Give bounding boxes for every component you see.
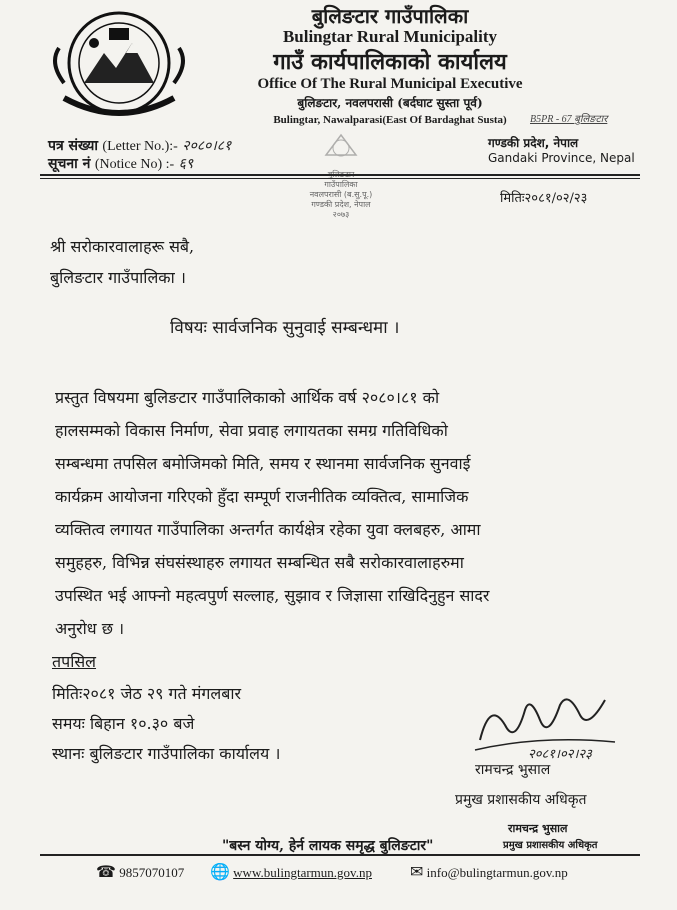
addressee-line-2: बुलिङटार गाउँपालिका । [50,268,186,287]
province-np: गण्डकी प्रदेश, नेपाल [488,136,579,150]
phone-icon: ☎ [96,862,116,881]
header-divider-thin [40,178,640,179]
office-code: B5PR - 67 बुलिङटार [530,114,608,125]
letter-date: मितिः२०८१/०२/२३ [500,191,588,206]
address-en: Bulingtar, Nawalparasi(East Of Bardaghat Susta) [273,114,507,126]
globe-icon: 🌐 [210,862,230,881]
footer-website[interactable] [210,862,372,881]
office-seal-text: गाउँपालिका नवलपरासी (ब.सु.पू.) गण्डकी प्रदेश, नेपाल २०७३ [309,180,373,219]
details-heading: तपसिल [52,652,97,671]
footer-stamp-title: प्रमुख प्रशासकीय अधिकृत [503,840,598,851]
svg-text:२०८१।०२।२३: २०८१।०२।२३ [528,747,592,760]
website-link[interactable]: www.bulingtarmun.gov.np [233,865,372,880]
signatory-title: प्रमुख प्रशासकीय अधिकृत [455,792,587,808]
event-date: मितिः२०८१ जेठ २९ गते मंगलबार [52,684,242,703]
footer-phone [96,862,184,881]
slogan: "बस्न योग्य, हेर्न लायक समृद्ध बुलिङटार" [222,838,434,854]
phone-number: 9857070107 [119,865,185,880]
municipality-logo [44,8,194,118]
body-line-2: हालसम्मको विकास निर्माण, सेवा प्रवाह लगायतका समग्र गतिविधिको [55,421,448,440]
signatory-name: रामचन्द्र भुसाल [475,762,551,778]
notice-label-en: (Notice No) :- [94,157,175,172]
email-link[interactable]: info@bulingtarmun.gov.np [426,865,568,880]
subject-line: विषयः सार्वजनिक सुनुवाई सम्बन्धमा । [170,318,400,338]
footer-stamp-name: रामचन्द्र भुसाल [508,822,568,835]
footer-email[interactable] [410,862,568,881]
body-line-7: उपस्थित भई आफ्नो महत्वपुर्ण सल्लाह, सुझाव र जिज्ञासा राखिदिनुहुन सादर [55,586,490,605]
letter-label-en: (Letter No.):- [102,139,178,154]
event-time: समयः बिहान १०.३० बजे [52,714,195,733]
body-line-3: सम्बन्धमा तपसिल बमोजिमको मिति, समय र स्थानमा सार्वजनिक सुनवाई [55,454,471,473]
addressee-line-1: श्री सरोकारवालाहरू सबै, [50,237,195,256]
municipality-name-en: Bulingtar Rural Municipality [282,27,498,46]
signature [470,680,620,760]
office-name-np: गाउँ कार्यपालिकाको कार्यालय [273,49,507,75]
body-line-1: प्रस्तुत विषयमा बुलिङटार गाउँपालिकाको आर्थिक वर्ष २०८०।८१ को [55,388,440,407]
letter-value: २०८०।८१ [182,138,232,154]
office-name-en: Office Of The Rural Municipal Executive [257,76,523,92]
address-np: बुलिङटार, नवलपरासी (बर्दघाट सुस्ता पूर्व) [297,96,483,110]
email-icon: ✉ [410,862,424,881]
province-en: Gandaki Province, Nepal [488,151,635,165]
letter-label-np: पत्र संख्या [48,138,98,154]
event-place: स्थानः बुलिङटार गाउँपालिका कार्यालय । [52,744,281,763]
notice-value: ६९ [178,156,194,172]
body-line-6: समुहहरु, विभिन्न संघसंस्थाहरु लगायत सम्बन्धित सबै सरोकारवालाहरुमा [55,553,464,572]
header-divider [40,174,640,176]
footer-divider [40,854,640,856]
letter-number [48,136,231,155]
notice-label-np: सूचना नं [48,156,91,172]
notice-number [48,154,193,173]
body-line-4: कार्यक्रम आयोजना गरिएको हुँदा सम्पूर्ण राजनीतिक व्यक्तित्व, सामाजिक [55,487,469,506]
body-line-5: व्यक्तित्व लगायत गाउँपालिका अन्तर्गत कार्यक्षेत्र रहेका युवा क्लबहरु, आमा [55,520,481,539]
body-line-8: अनुरोध छ । [55,619,125,638]
municipality-name-np: बुलिङटार गाउँपालिका [311,4,469,28]
